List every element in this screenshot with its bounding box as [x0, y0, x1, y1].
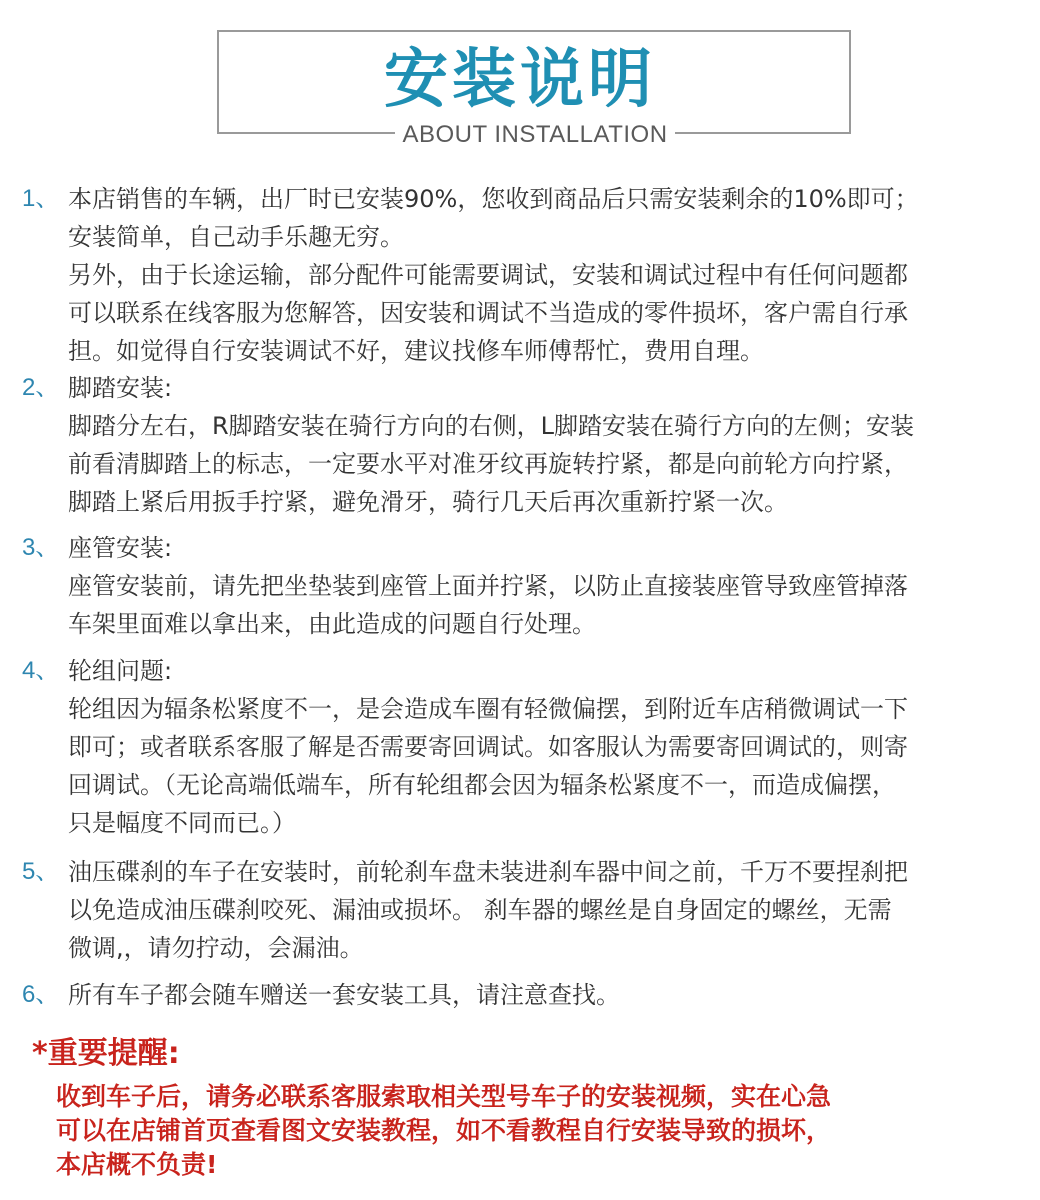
section-line: 另外，由于长途运输，部分配件可能需要调试，安装和调试过程中有任何问题都 — [68, 261, 908, 289]
section-line: 本店销售的车辆，出厂时已安装90%，您收到商品后只需安装剩余的10%即可； — [68, 185, 919, 213]
page-title: 安装说明 — [384, 43, 656, 117]
section-line: 车架里面难以拿出来，由此造成的问题自行处理。 — [68, 610, 596, 638]
section-body — [68, 853, 1040, 967]
section-body — [68, 976, 1040, 1014]
section-line: 油压碟刹的车子在安装时，前轮刹车盘未装进刹车器中间之前，千万不要捏刹把 — [68, 858, 908, 886]
section-heading: 座管安装: — [68, 534, 173, 562]
section-line: 担。如觉得自行安装调试不好，建议找修车师傅帮忙，费用自理。 — [68, 337, 764, 365]
section-line: 只是幅度不同而已。） — [68, 809, 296, 837]
section-number: 1、 — [22, 185, 60, 212]
section-body — [68, 369, 1040, 521]
section-line: 安装简单，自己动手乐趣无穷。 — [68, 223, 404, 251]
notice-line: 可以在店铺首页查看图文安装教程，如不看教程自行安装导致的损坏， — [56, 1116, 832, 1145]
section-body — [68, 180, 1040, 370]
section-line: 轮组因为辐条松紧度不一，是会造成车圈有轻微偏摆，到附近车店稍微调试一下 — [68, 695, 908, 723]
section-line: 前看清脚踏上的标志，一定要水平对准牙纹再旋转拧紧，都是向前轮方向拧紧， — [68, 450, 908, 478]
section-line: 以免造成油压碟刹咬死、漏油或损坏。 刹车器的螺丝是自身固定的螺丝，无需 — [68, 896, 892, 924]
section-body — [68, 652, 1040, 842]
section-number: 3、 — [22, 534, 60, 561]
section-line: 即可；或者联系客服了解是否需要寄回调试。如客服认为需要寄回调试的，则寄 — [68, 733, 908, 761]
section-line: 可以联系在线客服为您解答，因安装和调试不当造成的零件损坏，客户需自行承 — [68, 299, 908, 327]
section-line: 座管安装前，请先把坐垫装到座管上面并拧紧，以防止直接装座管导致座管掉落 — [68, 572, 908, 600]
section-number: 4、 — [22, 657, 60, 684]
notice-line: 本店概不负责! — [56, 1150, 218, 1179]
section-line: 所有车子都会随车赠送一套安装工具，请注意查找。 — [68, 981, 620, 1009]
section-line: 回调试。（无论高端低端车，所有轮组都会因为辐条松紧度不一，而造成偏摆， — [68, 771, 896, 799]
section-number: 5、 — [22, 858, 60, 885]
section-body — [68, 529, 1040, 643]
section-number: 2、 — [22, 374, 60, 401]
section-line: 微调,，请勿拧动，会漏油。 — [68, 934, 364, 962]
notice-body — [56, 1080, 1036, 1182]
section-heading: 脚踏安装: — [68, 374, 173, 402]
section-heading: 轮组问题: — [68, 657, 173, 685]
notice-heading: *重要提醒: — [32, 1036, 180, 1071]
section-line: 脚踏分左右，R脚踏安装在骑行方向的右侧，L脚踏安装在骑行方向的左侧；安装 — [68, 412, 915, 440]
section-number: 6、 — [22, 981, 60, 1008]
page-subtitle: ABOUT INSTALLATION — [395, 118, 675, 152]
section-line: 脚踏上紧后用扳手拧紧，避免滑牙，骑行几天后再次重新拧紧一次。 — [68, 488, 788, 516]
notice-line: 收到车子后，请务必联系客服索取相关型号车子的安装视频，实在心急 — [56, 1082, 832, 1111]
